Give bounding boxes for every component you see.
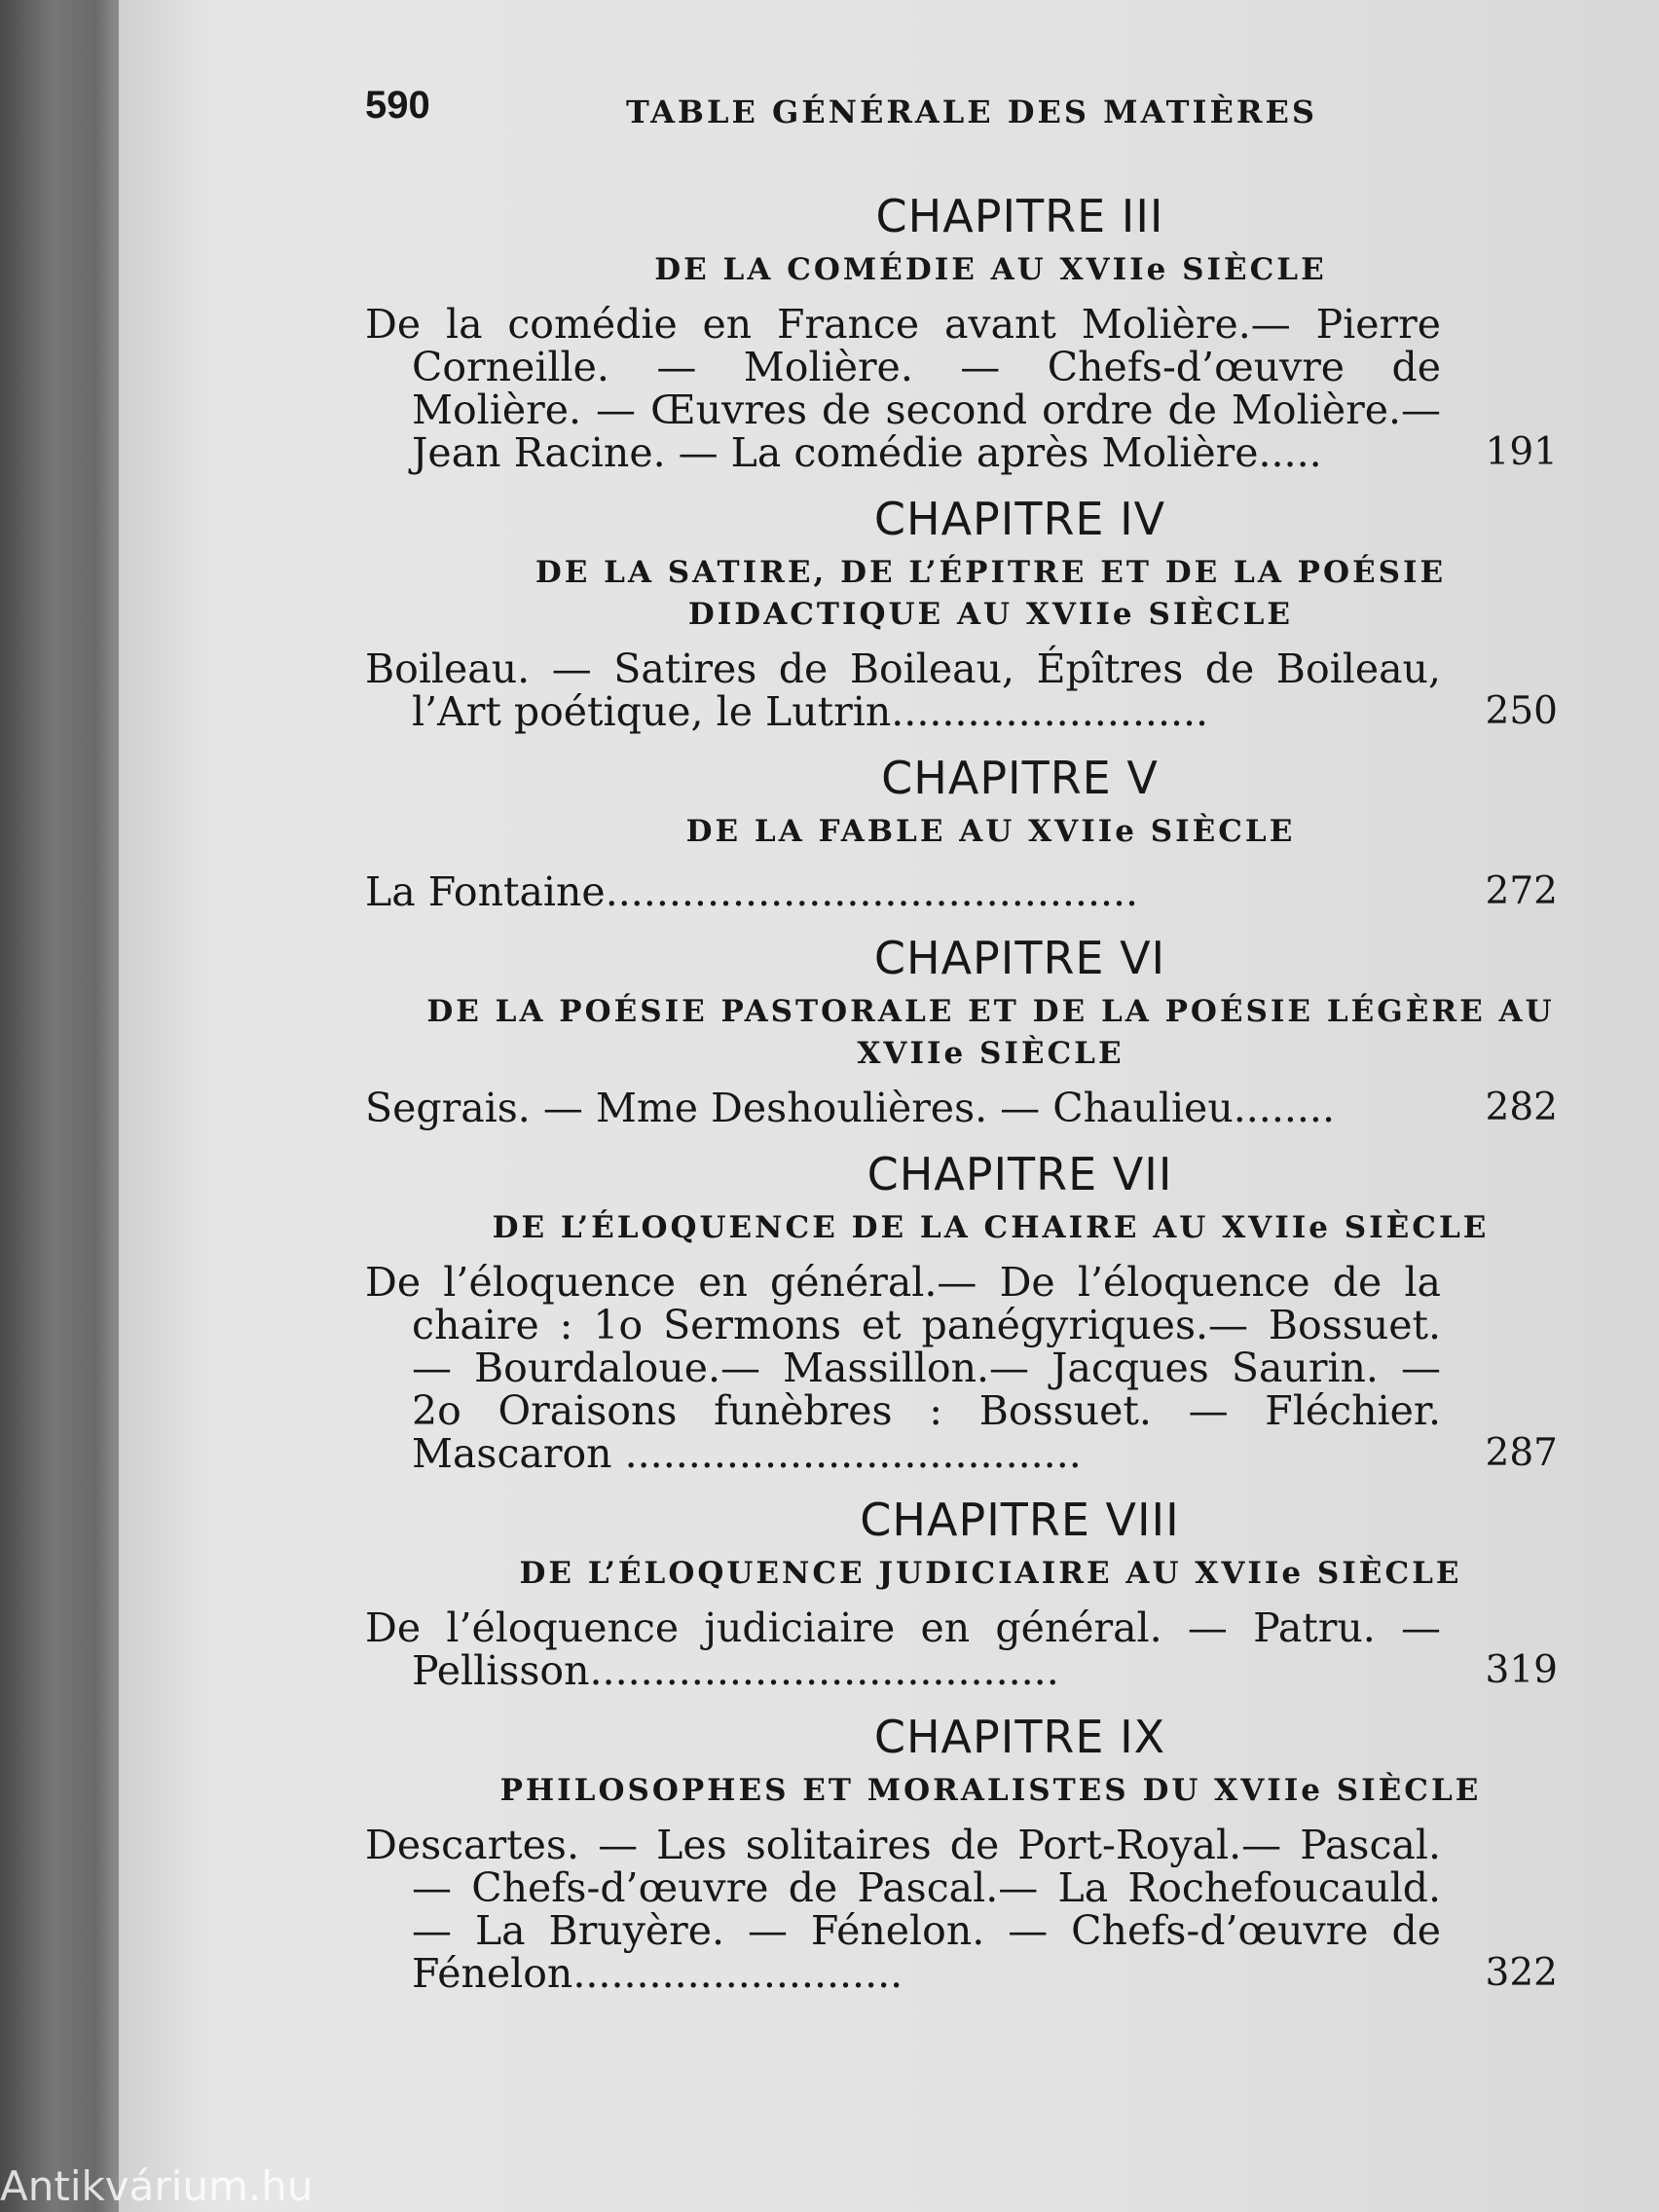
- entry-page-number: 287: [1485, 1431, 1558, 1475]
- toc-entry: [365, 647, 1558, 733]
- entry-text: De la comédie en France avant Molière.— Pierre Corneille. — Molière. — Chefs-d’œuvre de Molière. — Œuvres de second ordre de Molière.— Jean Racine. — La comédie après Molière.....: [365, 301, 1441, 476]
- toc-entry: [365, 870, 1558, 913]
- watermark: Antikvárium.hu: [0, 2162, 313, 2210]
- chapter-5: [365, 751, 1558, 913]
- book-spine: [0, 0, 119, 2212]
- toc-entry: [365, 1261, 1558, 1475]
- entry-text: La Fontaine..........................................: [365, 868, 1139, 915]
- toc-entry: [365, 1087, 1558, 1129]
- chapter-title: CHAPITRE V: [881, 752, 1159, 804]
- chapter-subtitle: DE LA SATIRE, DE L’ÉPITRE ET DE LA POÉSIE DIDACTIQUE AU XVIIe SIÈCLE: [535, 555, 1447, 632]
- chapter-subtitle: DE LA POÉSIE PASTORALE ET DE LA POÉSIE LÉGÈRE AU XVIIe SIÈCLE: [426, 994, 1555, 1071]
- chapter-8: [365, 1493, 1558, 1692]
- chapter-title: CHAPITRE III: [875, 190, 1164, 242]
- entry-text: De l’éloquence en général.— De l’éloquence de la chaire : 1o Sermons et panégyriques.— Bossuet. — Bourdaloue.— Massillon.— Jacques Saurin. — 2o Oraisons funèbres : Bossuet. — Fléchier. Mascaron ....................................: [365, 1259, 1441, 1477]
- chapter-title: CHAPITRE IV: [873, 493, 1166, 545]
- entry-page-number: 191: [1485, 430, 1558, 474]
- chapter-title: CHAPITRE IX: [873, 1711, 1166, 1763]
- chapter-9: [365, 1710, 1558, 1995]
- chapter-title: CHAPITRE VI: [873, 932, 1166, 984]
- entry-page-number: 272: [1485, 869, 1558, 913]
- chapter-subtitle: DE LA FABLE AU XVIIe SIÈCLE: [685, 814, 1296, 849]
- chapter-subtitle: DE LA COMÉDIE AU XVIIe SIÈCLE: [654, 252, 1327, 287]
- entry-page-number: 319: [1485, 1648, 1558, 1692]
- chapter-6: [365, 931, 1558, 1129]
- entry-text: Segrais. — Mme Deshoulières. — Chaulieu........: [365, 1085, 1335, 1131]
- entry-page-number: 322: [1485, 1951, 1558, 1995]
- chapter-3: [365, 189, 1558, 474]
- table-of-contents: [365, 189, 1558, 2012]
- toc-entry: [365, 1824, 1558, 1995]
- page-number: 590: [365, 84, 430, 127]
- entry-page-number: 250: [1485, 689, 1558, 733]
- chapter-7: [365, 1147, 1558, 1475]
- toc-entry: [365, 1606, 1558, 1692]
- entry-text: Boileau. — Satires de Boileau, Épîtres de Boileau, l’Art poétique, le Lutrin.........................: [365, 645, 1441, 735]
- running-head: [365, 84, 1563, 142]
- header-title: TABLE GÉNÉRALE DES MATIÈRES: [626, 93, 1317, 130]
- chapter-title: CHAPITRE VII: [866, 1148, 1173, 1200]
- chapter-subtitle: PHILOSOPHES ET MORALISTES DU XVIIe SIÈCLE: [499, 1773, 1482, 1808]
- chapter-subtitle: DE L’ÉLOQUENCE DE LA CHAIRE AU XVIIe SIÈCLE: [492, 1210, 1490, 1245]
- entry-text: De l’éloquence judiciaire en général. — Patru. — Pellisson.....................................: [365, 1604, 1441, 1694]
- entry-text: Descartes. — Les solitaires de Port-Royal.— Pascal.— Chefs-d’œuvre de Pascal.— La Rochefoucauld. — La Bruyère. — Fénelon. — Chefs-d’œuvre de Fénelon..........................: [365, 1822, 1441, 1997]
- chapter-subtitle: DE L’ÉLOQUENCE JUDICIAIRE AU XVIIe SIÈCLE: [519, 1556, 1462, 1591]
- chapter-title: CHAPITRE VIII: [860, 1493, 1180, 1546]
- chapter-4: [365, 492, 1558, 733]
- toc-entry: [365, 303, 1558, 474]
- entry-page-number: 282: [1485, 1086, 1558, 1129]
